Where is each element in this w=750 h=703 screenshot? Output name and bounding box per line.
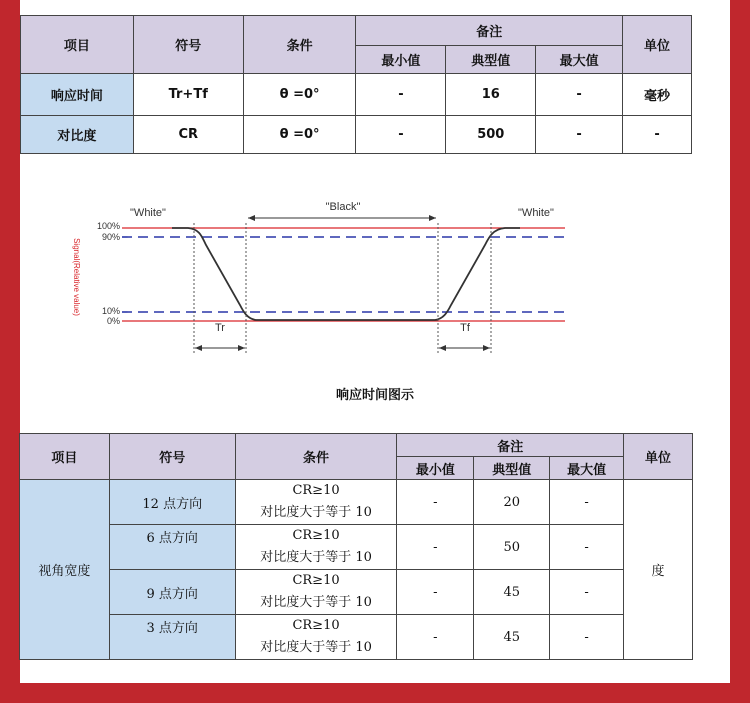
header-item: 项目 (20, 434, 110, 480)
header-symbol: 符号 (109, 434, 235, 480)
label-white-right: "White" (518, 207, 554, 219)
row-min: - (397, 525, 474, 570)
table-row (21, 74, 692, 116)
row-condition (235, 480, 397, 525)
condition-cr: CR≥10 (292, 618, 340, 633)
row-condition (235, 525, 397, 570)
row-symbol: 12 点方向 (109, 480, 235, 525)
y-axis-label: Signal(Relative value) (72, 238, 81, 316)
header-max: 最大值 (536, 46, 623, 74)
row-symbol: Tr+Tf (133, 74, 243, 116)
tick-100: 100% (96, 221, 120, 231)
row-condition (235, 615, 397, 660)
row-unit: 毫秒 (623, 74, 692, 116)
viewing-angle-table (19, 433, 693, 660)
row-typ: 45 (474, 615, 550, 660)
table-row (20, 570, 693, 615)
row-max: - (550, 570, 624, 615)
tick-10: 10% (101, 306, 120, 316)
row-typ: 500 (446, 116, 536, 154)
header-min: 最小值 (356, 46, 446, 74)
row-unit: 度 (624, 480, 693, 660)
label-tr: Tr (215, 322, 225, 334)
response-contrast-table (20, 15, 692, 154)
signal-curve (172, 228, 520, 320)
header-remark: 备注 (356, 16, 623, 46)
header-max: 最大值 (550, 457, 624, 480)
row-symbol: 6 点方向 (109, 525, 235, 570)
table-row (21, 116, 692, 154)
row-symbol: 3 点方向 (109, 615, 235, 660)
row-item: 响应时间 (21, 74, 134, 116)
row-max: - (550, 615, 624, 660)
condition-cr: CR≥10 (292, 483, 340, 498)
tick-0: 0% (106, 316, 120, 326)
row-item: 对比度 (21, 116, 134, 154)
row-min: - (397, 570, 474, 615)
header-typ: 典型值 (474, 457, 550, 480)
table-row (20, 615, 693, 660)
tr-arrow-right (238, 345, 245, 351)
header-unit: 单位 (624, 434, 693, 480)
row-typ: 16 (446, 74, 536, 116)
tf-arrow-right (483, 345, 490, 351)
condition-text: 对比度大于等于 10 (260, 505, 372, 520)
condition-text: 对比度大于等于 10 (260, 640, 372, 655)
row-condition: θ =0° (243, 74, 356, 116)
row-typ: 50 (474, 525, 550, 570)
header-typ: 典型值 (446, 46, 536, 74)
row-min: - (356, 74, 446, 116)
header-min: 最小值 (397, 457, 474, 480)
tr-arrow-left (195, 345, 202, 351)
condition-text: 对比度大于等于 10 (260, 595, 372, 610)
row-condition: θ =0° (243, 116, 356, 154)
tf-arrow-left (439, 345, 446, 351)
header-symbol: 符号 (133, 16, 243, 74)
row-min: - (397, 480, 474, 525)
label-white-left: "White" (130, 207, 166, 219)
row-symbol: 9 点方向 (109, 570, 235, 615)
header-condition: 条件 (243, 16, 356, 74)
row-max: - (550, 525, 624, 570)
header-condition: 条件 (235, 434, 397, 480)
row-max: - (536, 116, 623, 154)
condition-cr: CR≥10 (292, 528, 340, 543)
table-row (20, 525, 693, 570)
row-max: - (550, 480, 624, 525)
row-item: 视角宽度 (20, 480, 110, 660)
row-condition (235, 570, 397, 615)
header-remark: 备注 (397, 434, 624, 457)
black-arrow-left (248, 215, 255, 221)
response-time-diagram (60, 195, 580, 355)
label-black: "Black" (325, 201, 361, 213)
label-tf: Tf (460, 322, 470, 334)
tick-90: 90% (101, 232, 120, 242)
table-row (20, 480, 693, 525)
header-item: 项目 (21, 16, 134, 74)
row-typ: 45 (474, 570, 550, 615)
row-unit: - (623, 116, 692, 154)
row-typ: 20 (474, 480, 550, 525)
row-min: - (356, 116, 446, 154)
row-max: - (536, 74, 623, 116)
condition-text: 对比度大于等于 10 (260, 550, 372, 565)
diagram-caption: 响应时间图示 (335, 388, 414, 403)
header-unit: 单位 (623, 16, 692, 74)
black-arrow-right (429, 215, 436, 221)
row-min: - (397, 615, 474, 660)
row-symbol: CR (133, 116, 243, 154)
condition-cr: CR≥10 (292, 573, 340, 588)
